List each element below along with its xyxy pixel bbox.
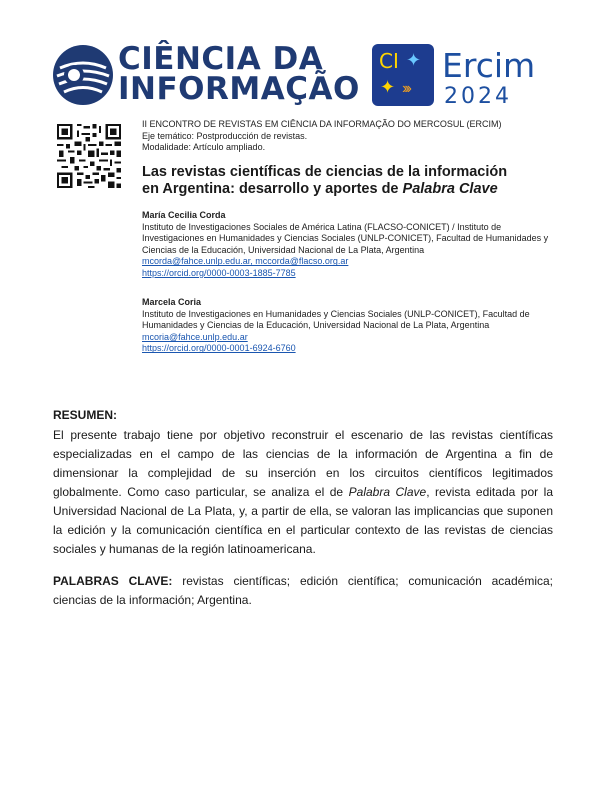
- title-line-2-text: en Argentina: desarrollo y aportes de: [142, 181, 403, 197]
- page-header: [52, 36, 552, 116]
- abstract-text: [53, 426, 553, 559]
- abstract-heading: RESUMEN:: [53, 408, 118, 422]
- event-year: 2024: [444, 84, 512, 109]
- modality: Modalidade: Artículo ampliado.: [142, 142, 266, 152]
- author-block-2: [142, 297, 562, 355]
- keywords: [53, 572, 553, 610]
- brand-globe-icon: [52, 44, 114, 106]
- abstract-journal-name: Palabra Clave: [348, 485, 427, 499]
- ercim-badge-text: CI: [379, 49, 399, 73]
- brand-line-2: INFORMAÇÃO: [118, 71, 360, 107]
- chevrons-right-icon: ›››: [402, 80, 409, 97]
- thematic-axis: Eje temático: Postproducción de revistas.: [142, 130, 308, 141]
- qr-code-icon: [57, 124, 121, 188]
- title-journal-name: Palabra Clave: [402, 181, 498, 197]
- author-affiliation: Instituto de Investigaciones Sociales de América Latina (FLACSO-CONICET) / Instituto de Investigaciones en Humanidades y Ciencias Sociales (UNLP-CONICET), Facultad de Humanidades y Ciencias de la Educación, Universidad Nacional de La Plata, Argentina: [142, 221, 549, 255]
- event-line: II ENCONTRO DE REVISTAS EM CIÊNCIA DA INFORMAÇÃO DO MERCOSUL (ERCIM): [142, 119, 502, 129]
- sparkle-icon: ✦: [406, 50, 422, 70]
- author-email-link[interactable]: mcoria@fahce.unlp.edu.ar: [142, 331, 248, 342]
- abstract-part-1: El presente trabajo tiene por objetivo reconstruir el escenario de las revistas científicas especializadas en el campo de las ciencias de la información de Argentina a fin de dimensionar la complejidad de su inserción en los circuitos científicos legitimados globalmente. Como caso particular, se analiza el de: [53, 428, 553, 499]
- author-name: María Cecilia Corda: [142, 210, 226, 220]
- event-name: Ercim: [442, 46, 536, 85]
- author-name: Marcela Coria: [142, 297, 202, 307]
- ciencia-da-informacao-logo: [52, 36, 360, 111]
- ercim-badge: [372, 44, 434, 106]
- ercim-logo: [372, 44, 552, 114]
- sparkle-icon: ✦: [380, 77, 396, 97]
- keywords-heading: PALABRAS CLAVE:: [53, 574, 173, 588]
- author-orcid-link[interactable]: https://orcid.org/0000-0003-1885-7785: [142, 267, 296, 278]
- brand-wordmark: [118, 41, 360, 107]
- author-affiliation: Instituto de Investigaciones en Humanidades y Ciencias Sociales (UNLP-CONICET), Facultad de Humanidades y Ciencias de la Educación, Universidad Nacional de La Plata, Argentina: [142, 308, 530, 331]
- author-block-1: [142, 210, 562, 280]
- author-email-link[interactable]: mcorda@fahce.unlp.edu.ar, mccorda@flacso.org.ar: [142, 256, 349, 267]
- title-line-2: [142, 181, 562, 198]
- brand-line-1: CIÊNCIA DA: [118, 41, 324, 77]
- author-orcid-link[interactable]: https://orcid.org/0000-0001-6924-6760: [142, 343, 296, 354]
- keywords-text: revistas científicas; edición científica; comunicación académica; ciencias de la información; Argentina.: [53, 574, 553, 607]
- article-title: [142, 164, 562, 198]
- abstract-part-2: , revista editada por la Universidad Nacional de La Plata, y, a partir de ella, se valoran las implicancias que suponen la edición y la comunicación científica en el particular contexto de las revistas de ciencias sociales y humanas de la región latinoamericana.: [53, 485, 554, 556]
- title-line-1: Las revistas científicas de ciencias de la información: [142, 164, 508, 180]
- event-metadata: [142, 119, 552, 154]
